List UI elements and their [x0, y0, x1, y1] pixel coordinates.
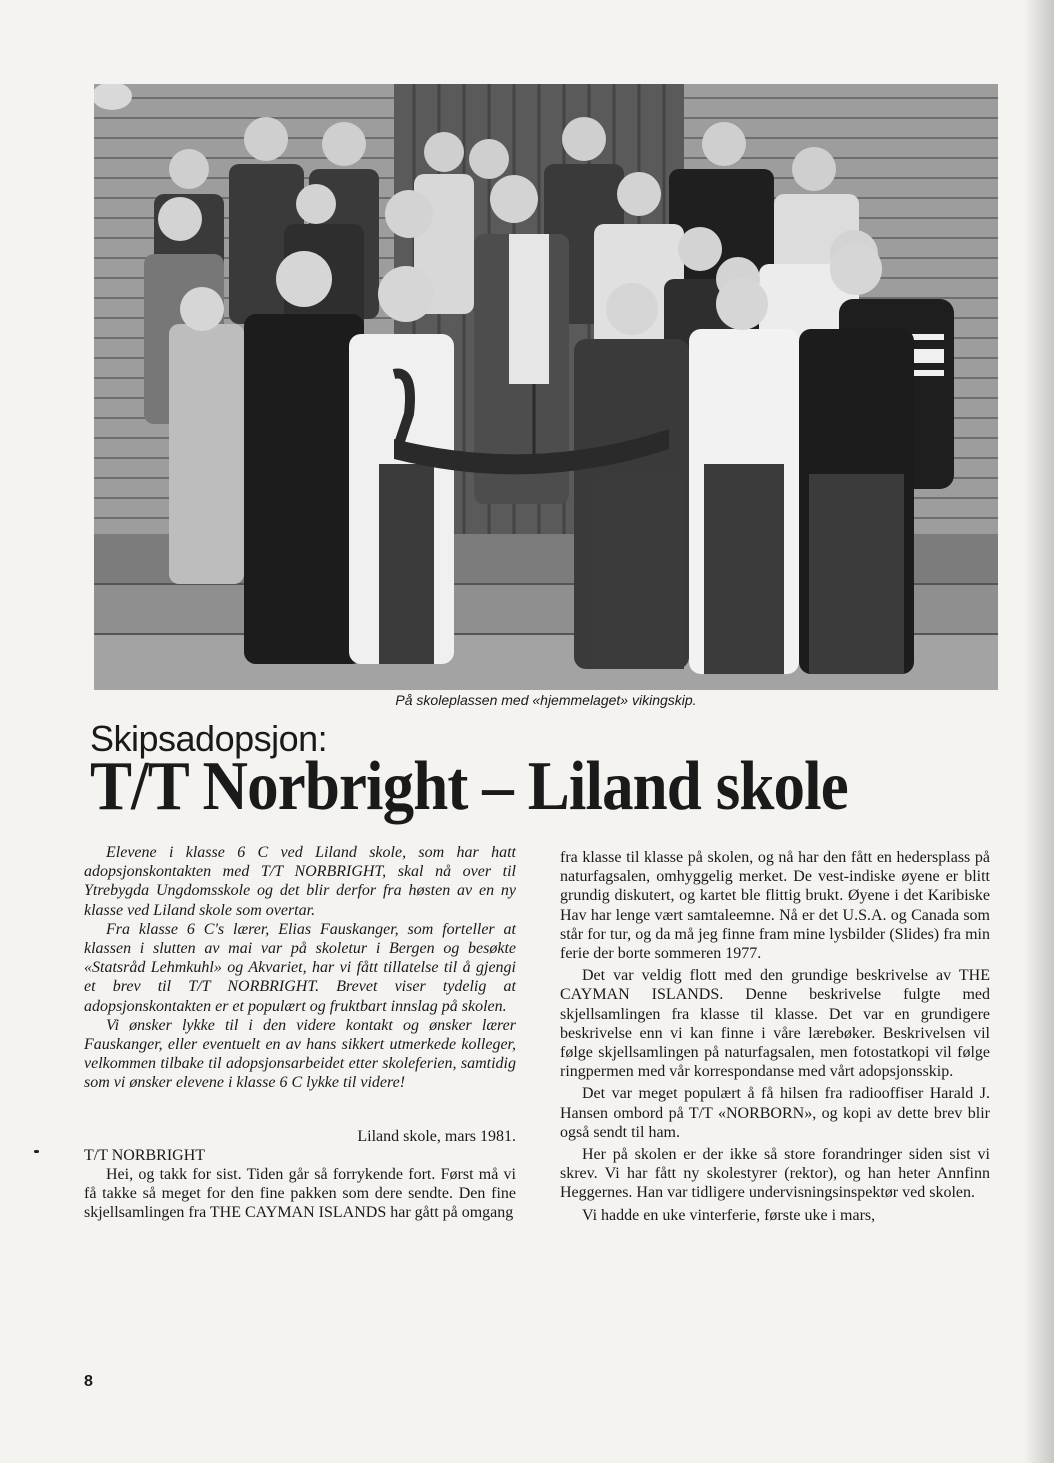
- margin-mark: [34, 1150, 39, 1153]
- right-column: [560, 848, 990, 1228]
- letter-paragraph: Det var veldig flott med den grundige beskrivelse av THE CAYMAN ISLANDS. Denne beskrivelse fulgte med skjellsamlingen fra klasse til klasse. Det var en grundigere beskrivelse enn vi kan finne i våre lærebøker. Beskrivelsen vil følge skjellsamlingen på naturfagsalen, men fotostatkopi vil følge ringpermen med vår korrespondanse med vårt adopsjonsskip.: [560, 967, 990, 1081]
- left-column: [84, 843, 516, 1223]
- letter-paragraph: Vi hadde en uke vinterferie, første uke i mars,: [582, 1206, 876, 1224]
- class-photo: [94, 84, 998, 690]
- intro-paragraph: Elevene i klasse 6 C ved Liland skole, som har hatt adopsjonskontakten med T/T NORBRIGHT, skal nå over til Ytrebygda Ungdomsskole og det blir derfor fra høsten av en ny klasse ved Liland skole som overtar.: [84, 844, 516, 919]
- binding-shadow: [1024, 0, 1054, 1463]
- letter-paragraph: Her på skolen er der ikke så store forandringer siden sist vi skrev. Vi har fått ny skolestyrer (rektor), og han heter Annfinn Heggernes. Han var tidligere undervisningsinspektør ved skolen.: [560, 1146, 990, 1202]
- intro-paragraph: Vi ønsker lykke til i den videre kontakt og ønsker lærer Fauskanger, eller eventuelt en av hans sikkert utmerkede kolleger, velkommen tilbake til adopsjonsarbeidet etter skoleferien, samtidig som vi ønsker elevene i klasse 6 C lykke til videre!: [84, 1016, 516, 1092]
- page-number: 8: [84, 1373, 93, 1390]
- article-intro: [84, 843, 516, 1093]
- intro-paragraph: Fra klasse 6 C's lærer, Elias Fauskanger, som forteller at klassen i slutten av mai var på skoletur i Bergen og besøkte «Statsråd Lehmkuhl» og Akvariet, har vi fått tillatelse til å gjengi et brev til T/T NORBRIGHT. Brevet viser tydelig at adopsjonskontakten er et populært og fruktbart innslag på skolen.: [84, 920, 516, 1015]
- letter-signoff: Liland skole, mars 1981.: [357, 1127, 516, 1145]
- letter-addressee: T/T NORBRIGHT: [84, 1146, 206, 1164]
- letter-paragraph: Det var meget populært å få hilsen fra radiooffiser Harald J. Hansen ombord på T/T «NORBORN», og kopi av dette brev blir også sendt til ham.: [560, 1085, 990, 1141]
- article-kicker: Skipsadopsjon:: [90, 718, 328, 759]
- letter-paragraph: fra klasse til klasse på skolen, og nå har den fått en hedersplass på naturfagsalen, omhyggelig merket. De vest-indiske øyene er blitt grundig diskutert, og kartet ble flittig brukt. Øyene i det Karibiske Hav har lenge vært samtaleemne. Nå er det U.S.A. og Canada som står for tur, og da må jeg finne fram mine lysbilder (Slides) fra min ferie der borte sommeren 1977.: [560, 849, 990, 963]
- letter-paragraph: Hei, og takk for sist. Tiden går så forrykende fort. Først må vi få takke så meget for den fine pakken som dere sendte. Den fine skjellsamlingen fra THE CAYMAN ISLANDS har gått på omgang: [84, 1166, 516, 1222]
- article-headline: T/T Norbright – Liland skole: [90, 748, 848, 825]
- photo-caption: På skoleplassen med «hjemmelaget» vikingskip.: [395, 692, 697, 708]
